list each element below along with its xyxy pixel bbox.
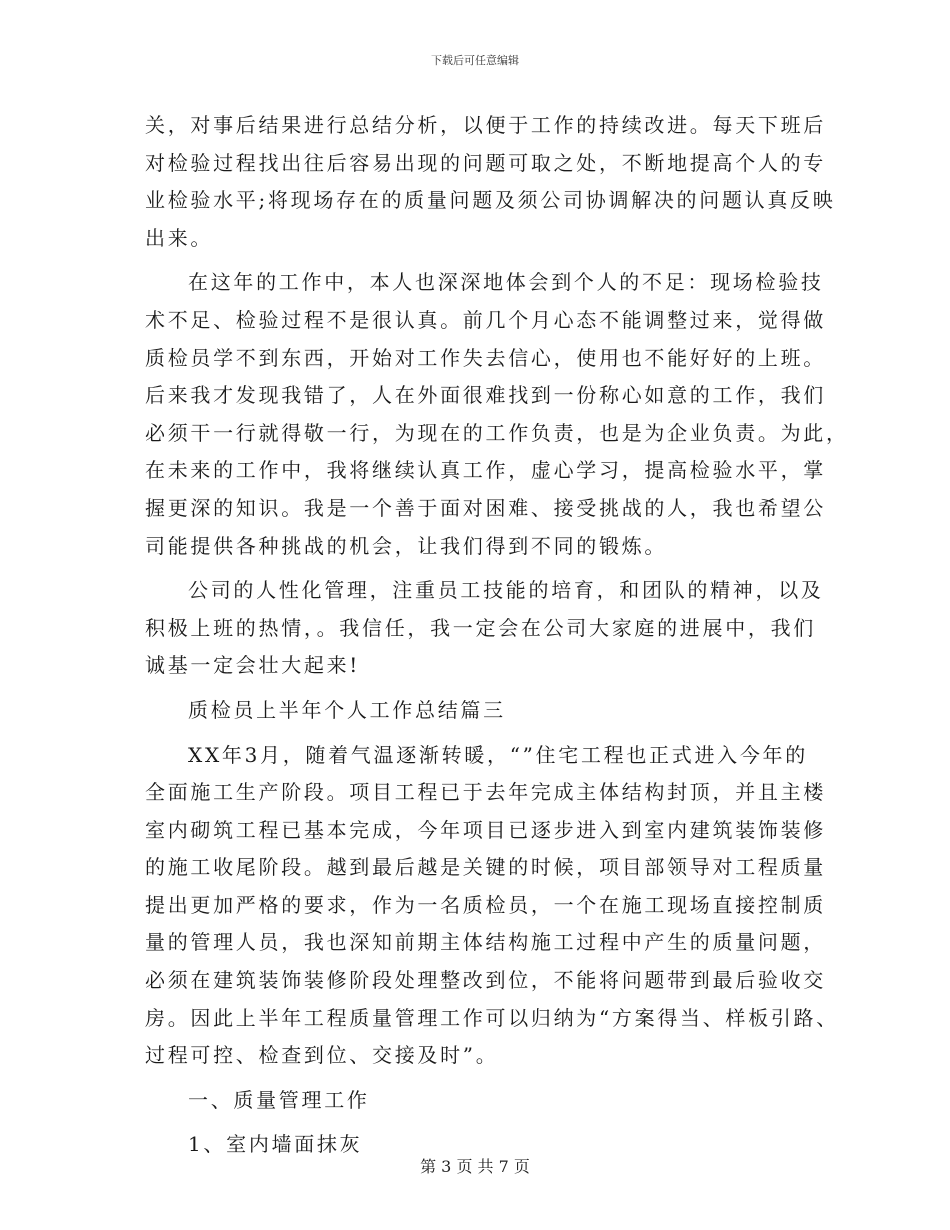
text-line: 的施工收尾阶段。越到最后越是关键的时候，项目部领导对工程质量 — [145, 855, 826, 880]
text-line: 出来。 — [145, 225, 214, 250]
text-line: 量的管理人员，我也深知前期主体结构施工过程中产生的质量问题， — [145, 930, 826, 955]
text-line: 必须干一行就得敬一行，为现在的工作负责，也是为企业负责。为此， — [145, 420, 849, 445]
text-line: 在未来的工作中，我将继续认真工作，虚心学习，提高检验水平，掌 — [145, 458, 826, 483]
subsection-heading: 1、室内墙面抹灰 — [188, 1132, 363, 1157]
text-line: 必须在建筑装饰装修阶段处理整改到位，不能将问题带到最后验收交 — [145, 968, 826, 993]
text-line: 积极上班的热情，。我信任，我一定会在公司大家庭的进展中，我们 — [145, 615, 816, 640]
section-heading: 一、质量管理工作 — [188, 1087, 370, 1112]
paragraph-start-line: 在这年的工作中，本人也深深地体会到个人的不足：现场检验技 — [188, 270, 824, 295]
text-line: 对检验过程找出往后容易出现的问题可取之处，不断地提高个人的专 — [145, 150, 826, 175]
text-line: 过程可控、检查到位、交接及时”。 — [145, 1043, 499, 1068]
text-line: 提出更加严格的要求，作为一名质检员，一个在施工现场直接控制质 — [145, 892, 826, 917]
text-line: 司能提供各种挑战的机会，让我们得到不同的锻炼。 — [145, 533, 668, 558]
text-line: 术不足、检验过程不是很认真。前几个月心态不能调整过来，觉得做 — [145, 307, 826, 332]
document-body — [145, 107, 849, 1164]
page-number: 第 3 页 共 7 页 — [420, 1157, 530, 1176]
section-title: 质检员上半年个人工作总结篇三 — [188, 697, 506, 722]
page-header: 下载后可任意编辑 — [431, 54, 519, 67]
text-line: 握更深的知识。我是一个善于面对困难、接受挑战的人，我也希望公 — [145, 495, 826, 520]
text-line: 诚基一定会壮大起来! — [145, 653, 361, 678]
paragraph-start-line: XX年3月，随着气温逐渐转暖，“”住宅工程也正式进入今年的 — [188, 742, 808, 767]
text-line: 室内砌筑工程已基本完成，今年项目已逐步进入到室内建筑装饰装修 — [145, 817, 826, 842]
text-line: 房。因此上半年工程质量管理工作可以归纳为“方案得当、样板引路、 — [145, 1005, 839, 1030]
text-line: 业检验水平;将现场存在的质量问题及须公司协调解决的问题认真反映 — [145, 188, 836, 213]
text-line: 全面施工生产阶段。项目工程已于去年完成主体结构封顶，并且主楼 — [145, 780, 826, 805]
text-line: 后来我才发现我错了，人在外面很难找到一份称心如意的工作，我们 — [145, 383, 826, 408]
paragraph-start-line: 公司的人性化管理，注重员工技能的培育，和团队的精神，以及 — [188, 578, 824, 603]
text-line: 关，对事后结果进行总结分析，以便于工作的持续改进。每天下班后 — [145, 113, 826, 137]
text-line: 质检员学不到东西，开始对工作失去信心，使用也不能好好的上班。 — [145, 345, 826, 370]
